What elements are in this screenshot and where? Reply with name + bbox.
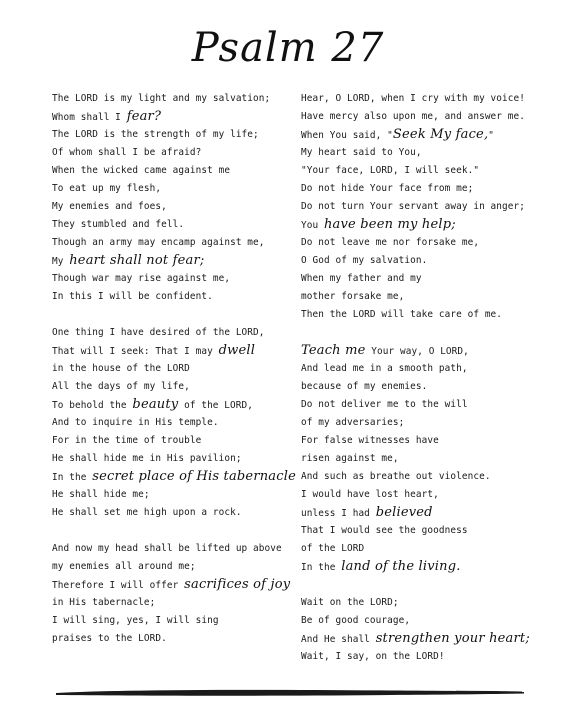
- verse-text: of the LORD,: [178, 400, 254, 411]
- verse-line: [301, 612, 541, 630]
- verse-text: mother forsake me,: [301, 291, 405, 302]
- verse-line: [301, 504, 541, 522]
- handwritten-phrase: have been my help;: [323, 217, 456, 232]
- verse-line: [301, 288, 541, 306]
- verse-text: O God of my salvation.: [301, 255, 428, 266]
- verse-line: [52, 126, 287, 144]
- verse-line: [52, 180, 287, 198]
- handwritten-phrase: heart shall not fear;: [69, 253, 205, 268]
- verse-text: For false witnesses have: [301, 435, 439, 446]
- stanza: [52, 90, 287, 306]
- verse-text: Your way, O LORD,: [365, 346, 469, 357]
- verse-text: And to inquire in His temple.: [52, 417, 219, 428]
- verse-text: of my adversaries;: [301, 417, 405, 428]
- verse-text: Do not deliver me to the will: [301, 399, 468, 410]
- verse-text: For in the time of trouble: [52, 435, 202, 446]
- verse-text: One thing I have desired of the LORD,: [52, 327, 265, 338]
- verse-text: Though an army may encamp against me,: [52, 237, 265, 248]
- stanza: [301, 90, 541, 324]
- verse-text: Then the LORD will take care of me.: [301, 309, 503, 320]
- left-column: [52, 90, 296, 666]
- verse-line: [301, 594, 541, 612]
- verse-text: unless I had: [301, 508, 376, 519]
- verse-text: Wait, I say, on the LORD!: [301, 651, 445, 662]
- verse-text: He shall hide me in His pavilion;: [52, 453, 242, 464]
- verse-text: He shall hide me;: [52, 489, 150, 500]
- verse-line: [301, 126, 541, 144]
- verse-line: [52, 252, 287, 270]
- verse-line: [301, 648, 541, 666]
- verse-line: [52, 342, 287, 360]
- verse-text: I will sing, yes, I will sing: [52, 615, 219, 626]
- verse-text: That will I seek: That I may: [52, 346, 219, 357]
- verse-line: [301, 216, 541, 234]
- verse-line: [52, 216, 287, 234]
- verse-text: And now my head shall be lifted up above: [52, 543, 282, 554]
- verse-line: [52, 396, 287, 414]
- handwritten-phrase: Seek My face,: [392, 127, 489, 142]
- verse-line: [52, 144, 287, 162]
- stanza: [301, 594, 541, 666]
- verse-text: He shall set me high upon a rock.: [52, 507, 242, 518]
- verse-text: To eat up my flesh,: [52, 183, 162, 194]
- verse-text: Be of good courage,: [301, 615, 411, 626]
- verse-line: [52, 288, 287, 306]
- verse-text: Do not hide Your face from me;: [301, 183, 474, 194]
- verse-line: [52, 576, 291, 594]
- verse-text: My: [52, 256, 70, 267]
- handwritten-phrase: sacrifices of joy: [184, 577, 291, 592]
- handwritten-phrase: secret place of His tabernacle: [92, 469, 296, 484]
- handwritten-phrase: fear?: [126, 109, 162, 124]
- verse-text: They stumbled and fell.: [52, 219, 185, 230]
- verse-text: in His tabernacle;: [52, 597, 156, 608]
- verse-text: My enemies and foes,: [52, 201, 167, 212]
- verse-line: [301, 378, 541, 396]
- verse-line: [301, 234, 541, 252]
- verse-text: Whom shall I: [52, 112, 127, 123]
- verse-line: [52, 360, 287, 378]
- verse-text: because of my enemies.: [301, 381, 428, 392]
- verse-text: In the: [301, 562, 342, 573]
- verse-line: [301, 270, 541, 288]
- handwritten-phrase: Teach me: [301, 343, 366, 358]
- handwritten-phrase: dwell: [218, 343, 256, 358]
- verse-line: [301, 144, 541, 162]
- handwritten-phrase: believed: [375, 505, 433, 520]
- verse-text: In the: [52, 472, 93, 483]
- verse-line: [301, 342, 541, 360]
- verse-line: [301, 108, 541, 126]
- verse-line: [301, 450, 541, 468]
- verse-text: When my father and my: [301, 273, 422, 284]
- verse-line: [301, 486, 541, 504]
- verse-line: [301, 198, 541, 216]
- verse-text: And lead me in a smooth path,: [301, 363, 468, 374]
- verse-line: [52, 504, 287, 522]
- verse-line: [301, 414, 541, 432]
- page-title: Psalm 27: [191, 25, 385, 71]
- handwritten-phrase: strengthen your heart;: [375, 631, 530, 646]
- verse-text: You: [301, 220, 324, 231]
- verse-line: [52, 558, 287, 576]
- verse-line: [301, 396, 541, 414]
- verse-text: ": [488, 130, 495, 141]
- verse-text: Do not turn Your servant away in anger;: [301, 201, 526, 212]
- verse-line: [52, 414, 287, 432]
- verse-text: Do not leave me nor forsake me,: [301, 237, 480, 248]
- verse-text: All the days of my life,: [52, 381, 190, 392]
- stanza: [52, 540, 291, 648]
- verse-line: [301, 306, 541, 324]
- verse-text: The LORD is my light and my salvation;: [52, 93, 271, 104]
- verse-text: My heart said to You,: [301, 147, 422, 158]
- verse-line: [52, 612, 287, 630]
- verse-text: in the house of the LORD: [52, 363, 190, 374]
- verse-line: [52, 108, 287, 126]
- verse-text: my enemies all around me;: [52, 561, 196, 572]
- verse-line: [301, 540, 541, 558]
- verse-text: Therefore I will offer: [52, 580, 185, 591]
- verse-line: [52, 234, 287, 252]
- verse-line: [301, 360, 541, 378]
- verse-line: [301, 162, 541, 180]
- verse-text: When You said, ": [301, 130, 393, 141]
- verse-text: To behold the: [52, 400, 133, 411]
- verse-line: [301, 432, 541, 450]
- verse-line: [52, 270, 287, 288]
- verse-text: The LORD is the strength of my life;: [52, 129, 259, 140]
- verse-text: I would have lost heart,: [301, 489, 439, 500]
- handwritten-phrase: land of the living.: [341, 559, 461, 574]
- verse-line: [52, 198, 287, 216]
- verse-text: Wait on the LORD;: [301, 597, 399, 608]
- verse-text: When the wicked came against me: [52, 165, 231, 176]
- verse-text: Have mercy also upon me, and answer me.: [301, 111, 526, 122]
- verse-line: [301, 180, 541, 198]
- verse-text: Though war may rise against me,: [52, 273, 231, 284]
- verse-line: [52, 594, 287, 612]
- verse-text: That I would see the goodness: [301, 525, 468, 536]
- verse-line: [52, 324, 287, 342]
- verse-text: "Your face, LORD, I will seek.": [301, 165, 480, 176]
- verse-line: [52, 432, 287, 450]
- verse-line: [52, 540, 287, 558]
- verse-line: [301, 468, 541, 486]
- verse-text: And He shall: [301, 634, 376, 645]
- verse-line: [301, 558, 541, 576]
- verse-line: [52, 486, 287, 504]
- verse-line: [52, 450, 287, 468]
- verse-line: [52, 162, 287, 180]
- handwritten-phrase: beauty: [132, 397, 179, 412]
- verse-text: In this I will be confident.: [52, 291, 213, 302]
- right-column: [301, 90, 541, 684]
- verse-text: Hear, O LORD, when I cry with my voice!: [301, 93, 526, 104]
- verse-line: [301, 522, 541, 540]
- brush-stroke-divider: [56, 686, 524, 698]
- verse-line: [52, 90, 287, 108]
- verse-text: And such as breathe out violence.: [301, 471, 491, 482]
- stanza: [301, 342, 541, 576]
- verse-text: Of whom shall I be afraid?: [52, 147, 202, 158]
- verse-line: [52, 468, 296, 486]
- verse-line: [52, 378, 287, 396]
- verse-line: [301, 630, 541, 648]
- verse-text: of the LORD: [301, 543, 365, 554]
- verse-line: [301, 90, 541, 108]
- verse-line: [52, 630, 287, 648]
- stanza: [52, 324, 296, 522]
- verse-line: [301, 252, 541, 270]
- verse-text: praises to the LORD.: [52, 633, 167, 644]
- verse-text: risen against me,: [301, 453, 399, 464]
